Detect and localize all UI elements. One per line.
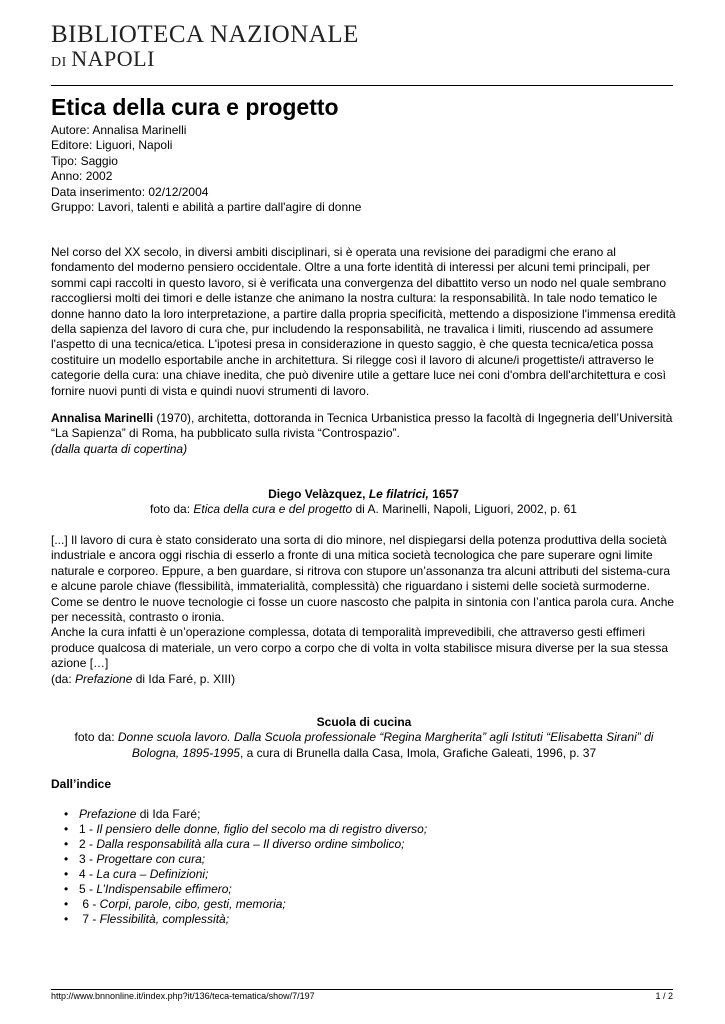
quote-src-c: di Ida Faré, p. XIII) (132, 671, 236, 686)
quote-src-b: Prefazione (75, 671, 133, 686)
library-logo (51, 22, 359, 70)
meta-year: Anno: 2002 (51, 169, 113, 184)
quote-body-1: [...] Il lavoro di cura è stato considerato una sorta di dio minore, nel dispiegarsi della potenza produttiva della società industriale e ancora oggi rischia di esserlo a fronte di una mitica società tecnologica che pare superare ogni limite naturale e corporeo. Eppure, a ben guardare, si ritrova con stupore un’assonanza tra alcuni attributi del sistema-cura e alcune parole chiave (flessibilità, immaterialità, complessità) che riguardano i sistemi delle società surmoderne. Come se dentro le nuove tecnologie ci fosse un cuore nascosto che palpita in sintonia con l’antica parola cura. Anche per necessità, contrasto o ironia. (51, 533, 675, 625)
caption-1-src-rest: di A. Marinelli, Napoli, Liguori, 2002, p. 61 (352, 502, 577, 517)
author-bio (51, 411, 676, 457)
caption-2-src-title: Donne scuola lavoro. Dalla Scuola professionale “Regina Margherita” agli Istituti “Elisabetta Sirani” di Bologna, 1895-1995 (117, 730, 654, 760)
index-item: • 4 - La cura – Definizioni; (79, 867, 427, 882)
author-bio-name: Annalisa Marinelli (51, 411, 154, 425)
index-heading: Dall’indice (51, 777, 112, 791)
image-caption-1 (51, 487, 676, 518)
image-caption-2 (53, 715, 675, 761)
footer-divider (51, 989, 673, 990)
meta-date-inserted: Data inserimento: 02/12/2004 (51, 184, 209, 199)
index-item: • 5 - L’Indispensabile effimero; (79, 882, 427, 897)
index-item: • 7 - Flessibilità, complessità; (79, 912, 427, 927)
footer-url[interactable]: http://www.bnnonline.it/index.php?it/136/teca-tematica/show/7/197 (51, 991, 315, 1001)
index-item: • 2 - Dalla responsabilità alla cura – Il diverso ordine simbolico; (79, 837, 427, 852)
index-item: • 6 - Corpi, parole, cibo, gesti, memoria; (79, 897, 427, 912)
caption-2-src-prefix: foto da: (74, 730, 118, 745)
quote-src-a: (da: (51, 671, 76, 686)
caption-1-src-prefix: foto da: (150, 502, 194, 517)
logo-di: DI (51, 55, 67, 70)
logo-line-1: BIBLIOTECA NAZIONALE (51, 21, 359, 48)
quote-body-2: Anche la cura infatti è un’operazione complessa, dotata di temporalità imprevedibili, che attraverso gesti effimeri produce qualcosa di materiale, un vero corpo a corpo che di volta in volta stabilisce misura diverse per la sua stessa azione […] (51, 625, 668, 671)
author-bio-note: (dalla quarta di copertina) (51, 441, 188, 456)
abstract-paragraph: Nel corso del XX secolo, in diversi ambiti disciplinari, si è operata una revisione dei paradigmi che erano al fondamento del moderno pensiero occidentale. Oltre a una forte identità di interessi per alcuni temi principali, per sommi capi raccolti in questo lavoro, si è verificata una convergenza del dibattito verso un nodo nel quale sembrano raccogliersi molti dei timori e delle istanze che animano la nostra cultura: la responsabilità. In tale nodo tematico le donne hanno dato la loro interpretazione, a partire dalla propria specificità, mettendo a disposizione l'immensa eredità della sapienza del lavoro di cura che, pur includendo la responsabilità, ne travalica i limiti, riuscendo ad assumere l'aspetto di una tecnica/etica. L'ipotesi presa in considerazione in questo saggio, è che questa tecnica/etica possa costituire un modello esportabile anche in architettura. Si rilegge così il lavoro di alcune/i progettiste/i attraverso le categorie della cura: una chiave inedita, che può divenire utile a gettare luce nei coni d'ombra dell'architettura e così fornire nuovi punti di vista e quindi nuovi strumenti di lavoro. (51, 245, 676, 398)
logo-napoli: NAPOLI (71, 46, 155, 71)
page-title: Etica della cura e progetto (51, 94, 339, 120)
caption-2-src-rest: , a cura di Brunella dalla Casa, Imola, Grafiche Galeati, 1996, p. 37 (239, 745, 597, 760)
meta-author: Autore: Annalisa Marinelli (51, 123, 187, 137)
meta-publisher: Editore: Liguori, Napoli (51, 138, 173, 153)
page-footer (51, 991, 673, 1001)
author-bio-text: (1970), architetta, dottoranda in Tecnica Urbanistica presso la facoltà di Ingegneria dell’Università “La Sapienza” di Roma, ha pubblicato sulla rivista “Controspazio”. (51, 411, 673, 441)
quote-block (51, 533, 676, 687)
metadata-block (51, 123, 361, 215)
caption-1-artist: Diego Velàzquez, (268, 487, 369, 501)
header-divider (51, 85, 673, 86)
index-item: • 1 - Il pensiero delle donne, figlio del secolo ma di registro diverso; (79, 822, 427, 837)
index-item: • 3 - Progettare con cura; (79, 852, 427, 867)
footer-page-number: 1 / 2 (655, 991, 673, 1001)
caption-1-year: 1657 (428, 487, 459, 501)
caption-1-src-title: Etica della cura e del progetto (193, 502, 353, 517)
index-item: • Prefazione di Ida Faré; (79, 807, 427, 822)
index-list (51, 807, 427, 927)
caption-2-title: Scuola di cucina (316, 715, 412, 729)
caption-1-work: Le filatrici, (368, 487, 429, 501)
meta-type: Tipo: Saggio (51, 153, 118, 168)
meta-group: Gruppo: Lavori, talenti e abilità a partire dall'agire di donne (51, 200, 362, 215)
